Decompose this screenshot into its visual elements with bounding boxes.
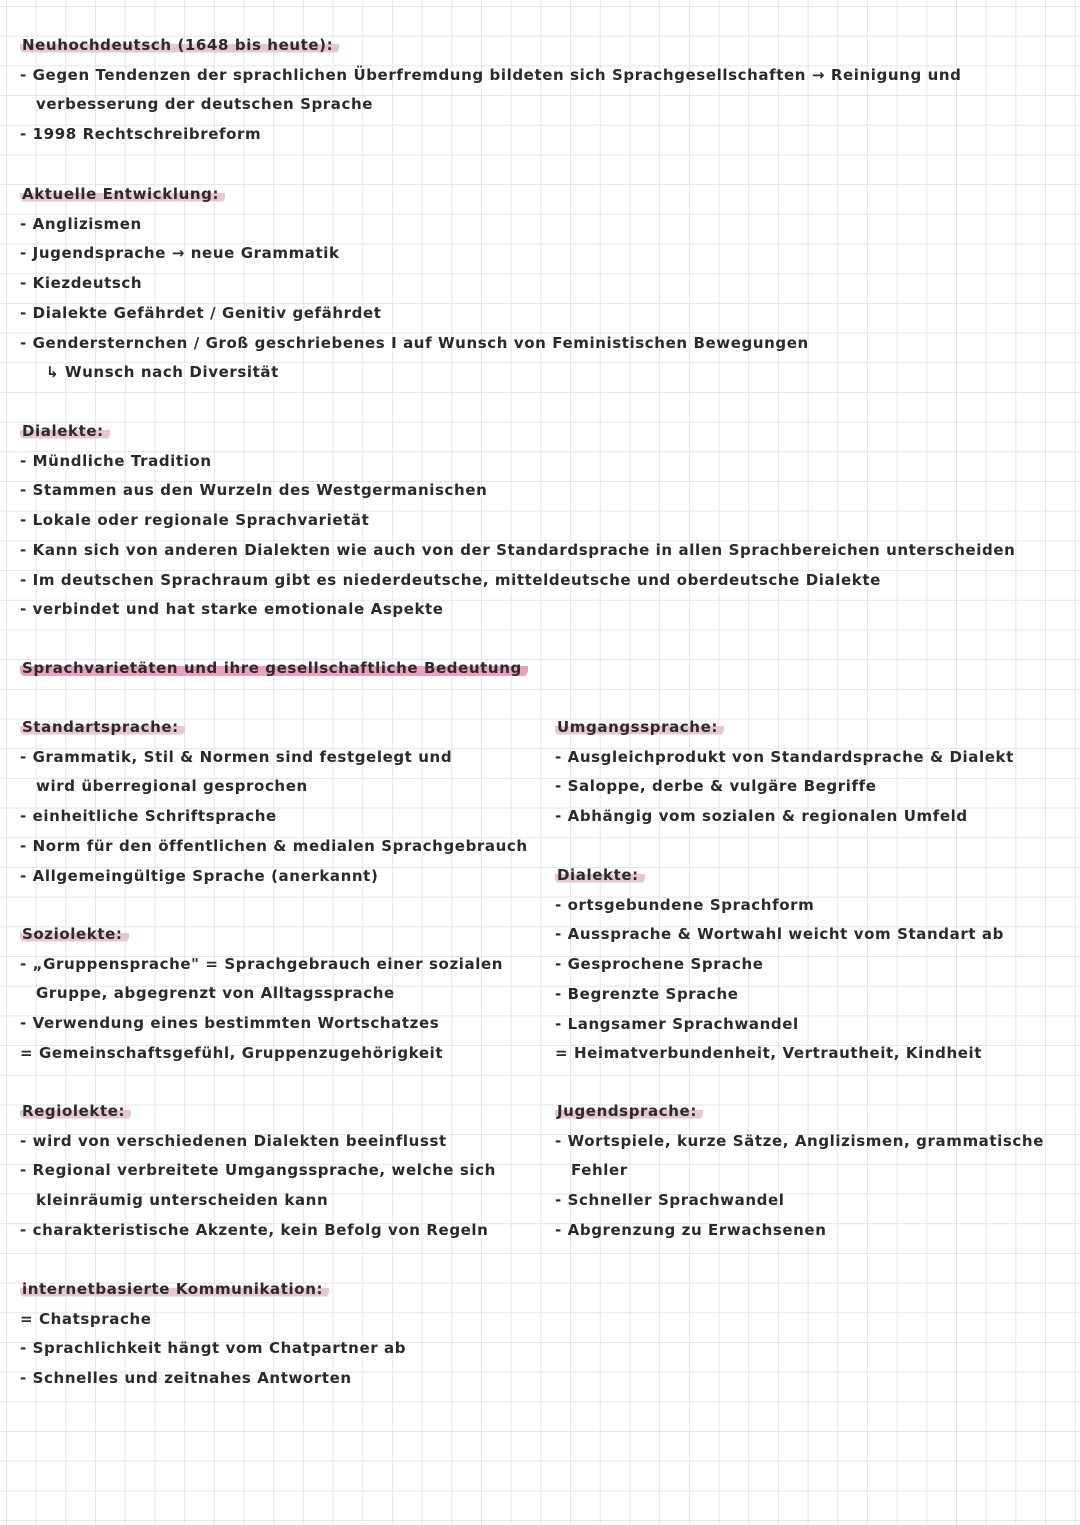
section-aktuelle-entwicklung — [20, 180, 809, 388]
heading-dialekte: Dialekte: — [20, 421, 110, 441]
text-line: - Im deutschen Sprachraum gibt es niederdeutsche, mitteldeutsche und oberdeutsche Dialekte — [20, 570, 881, 589]
section-neuhochdeutsch — [20, 31, 962, 150]
section-main-heading — [20, 654, 528, 684]
text-line: - Mündliche Tradition — [20, 451, 212, 470]
text-line: = Chatsprache — [20, 1309, 152, 1328]
text-line: Fehler — [571, 1161, 628, 1180]
text-line: - Anglizismen — [20, 214, 142, 233]
text-line: - verbindet und hat starke emotionale Aspekte — [20, 600, 444, 619]
text-line: - „Gruppensprache" = Sprachgebrauch einer sozialen — [20, 954, 504, 973]
text-line: ↳ Wunsch nach Diversität — [46, 363, 279, 382]
section-standartsprache — [20, 713, 528, 891]
section-umgangssprache — [555, 713, 1014, 832]
text-line: Gruppe, abgegrenzt von Alltagssprache — [36, 984, 395, 1003]
heading-regiolekte: Regiolekte: — [20, 1101, 131, 1121]
heading-standartsprache: Standartsprache: — [20, 717, 185, 737]
heading-soziolekte: Soziolekte: — [20, 924, 129, 944]
page-title: Sprachvarietäten und ihre gesellschaftliche Bedeutung — [20, 658, 528, 678]
text-line: - Lokale oder regionale Sprachvarietät — [20, 511, 370, 530]
section-internet — [20, 1275, 406, 1394]
text-line: - Sprachlichkeit hängt vom Chatpartner ab — [20, 1339, 407, 1358]
heading-umgangssprache: Umgangssprache: — [555, 717, 724, 737]
text-line: - Gegen Tendenzen der sprachlichen Überfremdung bildeten sich Sprachgesellschaften → Reinigung und — [20, 65, 962, 84]
heading-aktuelle-entwicklung: Aktuelle Entwicklung: — [20, 184, 225, 204]
text-line: - Kann sich von anderen Dialekten wie auch von der Standardsprache in allen Sprachbereichen unterscheiden — [20, 540, 1016, 559]
text-line: = Heimatverbundenheit, Vertrautheit, Kindheit — [555, 1044, 983, 1063]
section-soziolekte — [20, 920, 503, 1069]
section-dialekte — [20, 417, 1015, 625]
text-line: - Begrenzte Sprache — [555, 984, 739, 1003]
text-line: - Wortspiele, kurze Sätze, Anglizismen, grammatische — [555, 1131, 1044, 1150]
text-line: kleinräumig unterscheiden kann — [36, 1191, 329, 1210]
text-line: - Verwendung eines bestimmten Wortschatzes — [20, 1014, 440, 1033]
text-line: - wird von verschiedenen Dialekten beeinflusst — [20, 1131, 447, 1150]
text-line: - Ausgleichprodukt von Standardsprache & Dialekt — [555, 747, 1014, 766]
heading-internet: internetbasierte Kommunikation: — [20, 1279, 329, 1299]
text-line: - Norm für den öffentlichen & medialen Sprachgebrauch — [20, 836, 528, 855]
section-jugendsprache — [555, 1097, 1044, 1246]
text-line: verbesserung der deutschen Sprache — [36, 95, 374, 114]
text-line: - Dialekte Gefährdet / Genitiv gefährdet — [20, 303, 382, 322]
text-line: - ortsgebundene Sprachform — [555, 895, 815, 914]
text-line: - Schnelles und zeitnahes Antworten — [20, 1369, 352, 1388]
text-line: = Gemeinschaftsgefühl, Gruppenzugehörigkeit — [20, 1043, 444, 1062]
text-line: - Saloppe, derbe & vulgäre Begriffe — [555, 777, 877, 796]
text-line: - Abhängig vom sozialen & regionalen Umfeld — [555, 807, 968, 826]
section-regiolekte — [20, 1097, 496, 1246]
text-line: - Grammatik, Stil & Normen sind festgelegt und — [20, 747, 453, 766]
text-line: - Gesprochene Sprache — [555, 955, 764, 974]
heading-jugendsprache: Jugendsprache: — [555, 1101, 703, 1121]
section-dialekte-right — [555, 861, 1004, 1069]
text-line: - Jugendsprache → neue Grammatik — [20, 244, 340, 263]
text-line: - charakteristische Akzente, kein Befolg von Regeln — [20, 1220, 489, 1239]
text-line: wird überregional gesprochen — [36, 777, 308, 796]
text-line: - Allgemeingültige Sprache (anerkannt) — [20, 866, 379, 885]
text-line: - 1998 Rechtschreibreform — [20, 125, 262, 144]
heading-dialekte-right: Dialekte: — [555, 865, 645, 885]
text-line: - Langsamer Sprachwandel — [555, 1014, 799, 1033]
text-line: - Stammen aus den Wurzeln des Westgermanischen — [20, 481, 488, 500]
text-line: - Kiezdeutsch — [20, 274, 143, 293]
text-line: - Regional verbreitete Umgangssprache, welche sich — [20, 1161, 496, 1180]
text-line: - Aussprache & Wortwahl weicht vom Standart ab — [555, 925, 1004, 944]
text-line: - Schneller Sprachwandel — [555, 1191, 785, 1210]
text-line: - Gendersternchen / Groß geschriebenes I auf Wunsch von Feministischen Bewegungen — [20, 333, 809, 352]
heading-neuhochdeutsch: Neuhochdeutsch (1648 bis heute): — [20, 35, 339, 55]
text-line: - einheitliche Schriftsprache — [20, 807, 277, 826]
text-line: - Abgrenzung zu Erwachsenen — [555, 1220, 827, 1239]
